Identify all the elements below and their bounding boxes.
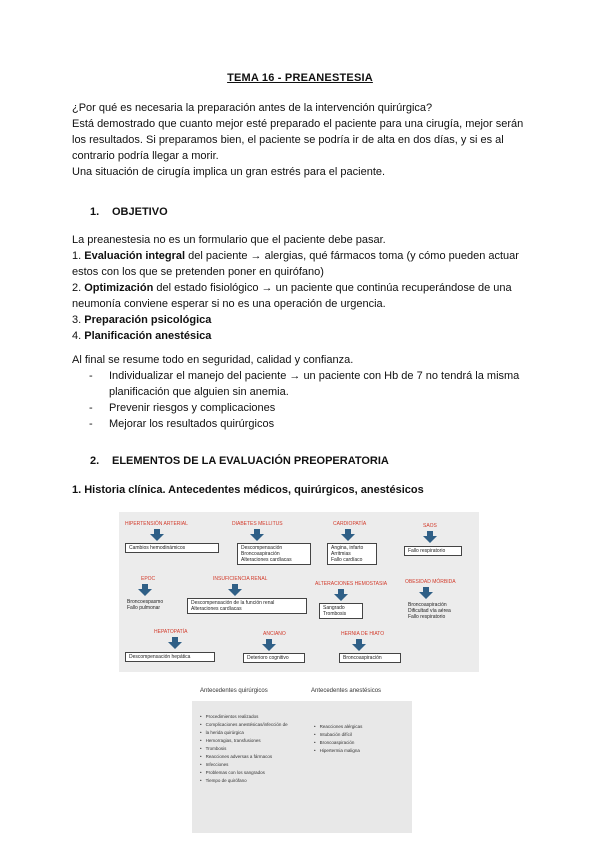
page-title: TEMA 16 - PREANESTESIA <box>227 72 373 84</box>
intro-line-3: contrario podría llegar a morir. <box>72 150 219 162</box>
antecedentes-anestesicos-list <box>314 723 362 755</box>
intro-question: ¿Por qué es necesaria la preparación antes de la intervención quirúrgica? <box>72 102 433 114</box>
antecedentes-quirurgicos-list <box>200 713 288 785</box>
list-item: • Problemas con los sangrados <box>200 769 288 777</box>
category-label: DIABETES MELLITUS <box>232 521 283 527</box>
complication-box: Descompensación de la función renal Alteraciones cardíacas <box>187 598 307 614</box>
objective-summary-block <box>72 352 532 432</box>
complication-box: Sangrado Trombosis <box>319 603 363 619</box>
list-item: • Hipertermia maligna <box>314 747 362 755</box>
bullet-improve: - Mejorar los resultados quirúrgicos <box>90 416 532 432</box>
list-item: • Complicaciones anestésicas/infección de <box>200 721 288 729</box>
category-label: OBESIDAD MÓRBIDA <box>405 579 456 585</box>
category-label: CARDIOPATÍA <box>333 521 367 527</box>
category-label: ALTERACIONES HEMOSTASIA <box>315 581 388 587</box>
complication-box: Descompensación Broncoaspiración Alteraciones cardíacas <box>237 543 311 565</box>
section-2-number: 2. <box>90 455 100 467</box>
complication-box: Fallo respiratorio <box>404 546 462 556</box>
list-item: • Infecciones <box>200 761 288 769</box>
complication-box: Cambios hemodinámicos <box>125 543 219 553</box>
historia-clinica-heading: 1. Historia clínica. Antecedentes médicos, quirúrgicos, anestésicos <box>72 484 424 496</box>
arrow-down-icon <box>137 584 153 596</box>
section-1-body <box>72 232 532 344</box>
objective-item-3: 3. Preparación psicológica <box>72 314 212 326</box>
list-item: • Procedimientos realizados <box>200 713 288 721</box>
category-label: HERNIA DE HIATO <box>341 631 385 637</box>
list-item: • Broncoaspiración <box>314 739 362 747</box>
list-item: • Trombosis <box>200 745 288 753</box>
list-item: • Reacciones adversas a fármacos <box>200 753 288 761</box>
list-item: • Tiempo de quirófano <box>200 777 288 785</box>
comorbidities-diagram <box>119 512 479 672</box>
objective-item-4: 4. Planificación anestésica <box>72 330 212 342</box>
complication-box: Broncoespasmo Fallo pulmonar <box>127 599 164 611</box>
objective-item-1-cont: estos con los que se pretenden poner en quirófano) <box>72 266 324 278</box>
antecedentes-anestesicos-title: Antecedentes anestésicos <box>311 688 382 694</box>
intro-paragraph <box>72 100 532 180</box>
arrow-down-icon <box>333 589 349 601</box>
arrow-down-icon <box>261 639 277 651</box>
category-label: ANCIANO <box>263 631 286 637</box>
bullet-prevent: - Prevenir riesgos y complicaciones <box>90 400 532 416</box>
antecedentes-panel <box>192 701 412 833</box>
arrow-down-icon <box>422 531 438 543</box>
intro-line-2: los resultados. Si preparamos bien, el paciente se podría ir de alta en dos días, y si es al <box>72 134 504 146</box>
intro-line-1: Está demostrado que cuanto mejor esté preparado el paciente para una cirugía, mejor serán <box>72 118 524 130</box>
section-2-heading <box>90 455 389 467</box>
arrow-down-icon <box>418 587 434 599</box>
arrow-down-icon <box>340 529 356 541</box>
category-label: EPOC <box>141 576 156 582</box>
list-item: • Hemorragias, transfusiones <box>200 737 288 745</box>
section-1-number: 1. <box>90 206 100 218</box>
bullet-individualize: - Individualizar el manejo del paciente → un paciente con Hb de 7 no tendrá la misma planificación que alguien sin anemia. <box>90 368 532 400</box>
arrow-down-icon <box>249 529 265 541</box>
category-label: INSUFICIENCIA RENAL <box>213 576 268 582</box>
complication-box: Angina, infarto Arritmias Fallo cardíaco <box>327 543 377 565</box>
list-item: • Reacciones alérgicas <box>314 723 362 731</box>
objective-item-2-cont: neumonía conviene esperar si no es una operación de urgencia. <box>72 298 386 310</box>
list-item: • Intubación difícil <box>314 731 362 739</box>
category-label: HIPERTENSIÓN ARTERIAL <box>125 521 188 527</box>
section-2-title: ELEMENTOS DE LA EVALUACIÓN PREOPERATORIA <box>112 455 389 467</box>
arrow-down-icon <box>351 639 367 651</box>
complication-box: Broncoaspiración Dificultad vía aérea Fallo respiratorio <box>408 602 451 620</box>
objective-lead: La preanestesia no es un formulario que el paciente debe pasar. <box>72 234 386 246</box>
section-1-title: OBJETIVO <box>112 206 168 218</box>
complication-box: Broncoaspiración <box>339 653 401 663</box>
arrow-down-icon <box>227 584 243 596</box>
objective-item-2: 2. Optimización del estado fisiológico → un paciente que continúa recuperándose de una <box>72 282 512 294</box>
complication-box: Descompensación hepática <box>125 652 215 662</box>
antecedentes-quirurgicos-title: Antecedentes quirúrgicos <box>200 688 268 694</box>
list-item: • la herida quirúrgica <box>200 729 288 737</box>
objective-item-1: 1. Evaluación integral del paciente → alergias, qué fármacos toma (y cómo pueden actuar <box>72 250 519 262</box>
objective-bullets <box>90 368 532 432</box>
complication-box: Deterioro cognitivo <box>243 653 305 663</box>
category-label: HEPATOPATÍA <box>154 629 188 635</box>
section-1-heading <box>90 206 168 218</box>
arrow-down-icon <box>167 637 183 649</box>
intro-stress: Una situación de cirugía implica un gran estrés para el paciente. <box>72 166 386 178</box>
arrow-down-icon <box>149 529 165 541</box>
category-label: SAOS <box>423 523 437 529</box>
objective-summary: Al final se resume todo en seguridad, calidad y confianza. <box>72 354 354 366</box>
